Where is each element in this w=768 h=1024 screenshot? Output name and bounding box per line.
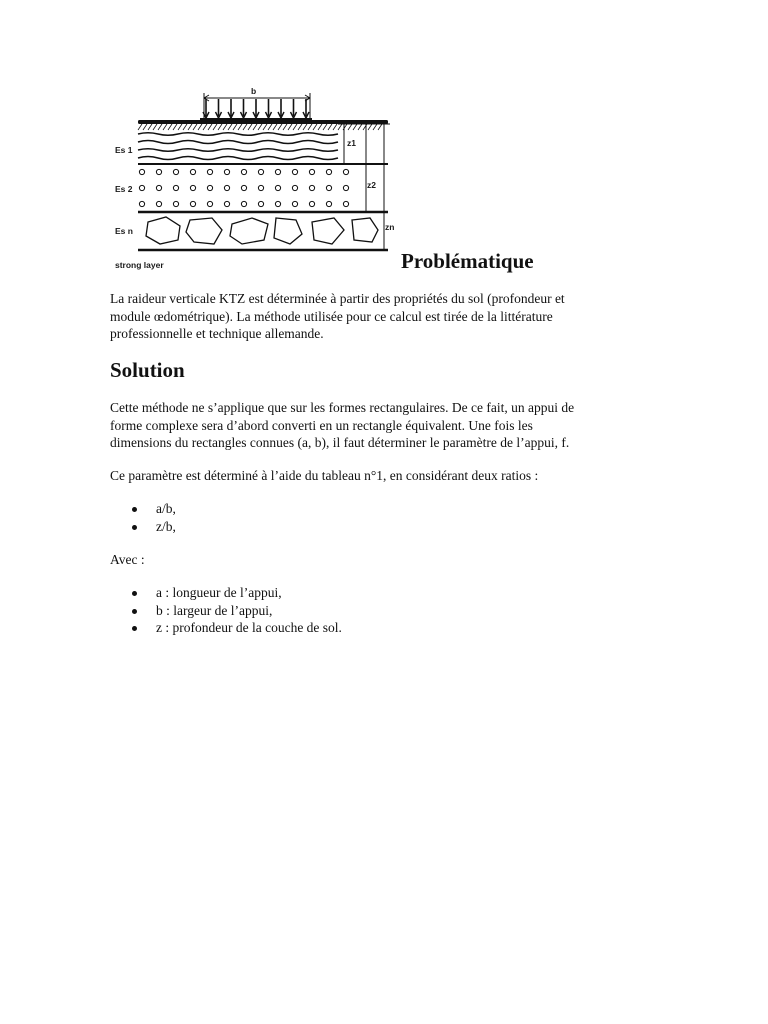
solution-heading: Solution	[110, 358, 185, 382]
bullet-icon	[132, 626, 137, 631]
problematique-heading: Problématique	[401, 249, 534, 273]
definitions-list	[110, 584, 342, 637]
depth-label-z1: z1	[347, 138, 356, 148]
ground-hatching	[138, 124, 382, 130]
ground-surface	[138, 120, 388, 124]
list-item-text: a : longueur de l’appui,	[156, 585, 282, 600]
list-item	[110, 602, 342, 620]
layer-label-esn: Es n	[115, 226, 133, 236]
strong-layer-label: strong layer	[115, 260, 164, 270]
paragraph-line: dimensions du rectangles connues (a, b), il faut déterminer le paramètre de l’appui, f.	[110, 435, 570, 451]
width-label: b	[251, 86, 257, 96]
list-item	[110, 619, 342, 637]
bullet-icon	[132, 609, 137, 614]
list-item-text: z/b,	[156, 518, 176, 534]
layer-label-es2: Es 2	[115, 184, 133, 194]
list-item-text: a/b,	[156, 501, 176, 516]
depth-label-zn: zn	[385, 222, 395, 232]
gravel-soil-layer	[139, 169, 348, 206]
rock-soil-layer	[146, 217, 378, 244]
list-item	[110, 584, 342, 602]
list-item	[110, 500, 176, 518]
list-item-text: z : profondeur de la couche de sol.	[156, 620, 342, 636]
paragraph-line: professionnelle et technique allemande.	[110, 326, 324, 342]
load-arrow-icon	[216, 99, 222, 118]
list-item	[110, 518, 176, 536]
depth-label-z2: z2	[367, 180, 376, 190]
load-arrow-icon	[228, 99, 234, 118]
layer-label-es1: Es 1	[115, 145, 133, 155]
solution-paragraph	[110, 399, 658, 452]
paragraph-line: forme complexe sera d’abord converti en un rectangle équivalent. Une fois les	[110, 417, 533, 433]
paragraph-line: La raideur verticale KTZ est déterminée à partir des propriétés du sol (profondeur et	[110, 291, 565, 306]
bullet-icon	[132, 591, 137, 596]
avec-label: Avec :	[110, 552, 145, 567]
bullet-icon	[132, 525, 137, 530]
soil-layers-figure	[108, 84, 400, 274]
load-arrow-icon	[253, 99, 259, 118]
soil-layers-diagram	[108, 84, 400, 274]
load-arrow-icon	[303, 99, 309, 118]
bullet-icon	[132, 507, 137, 512]
load-arrow-icon	[291, 99, 297, 118]
problematique-paragraph	[110, 290, 658, 343]
load-arrow-icon	[241, 99, 247, 118]
wavy-soil-layer	[138, 133, 338, 160]
paragraph-line: Cette méthode ne s’applique que sur les formes rectangulaires. De ce fait, un appui de	[110, 400, 575, 415]
list-item-text: b : largeur de l’appui,	[156, 602, 273, 618]
load-arrows	[203, 99, 309, 118]
paragraph-line: module œdométrique). La méthode utilisée pour ce calcul est tirée de la littérature	[110, 308, 553, 324]
load-arrow-icon	[278, 99, 284, 118]
load-arrow-icon	[266, 99, 272, 118]
ratios-list	[110, 500, 176, 535]
ratios-intro-paragraph: Ce paramètre est déterminé à l’aide du tableau n°1, en considérant deux ratios :	[110, 468, 539, 483]
